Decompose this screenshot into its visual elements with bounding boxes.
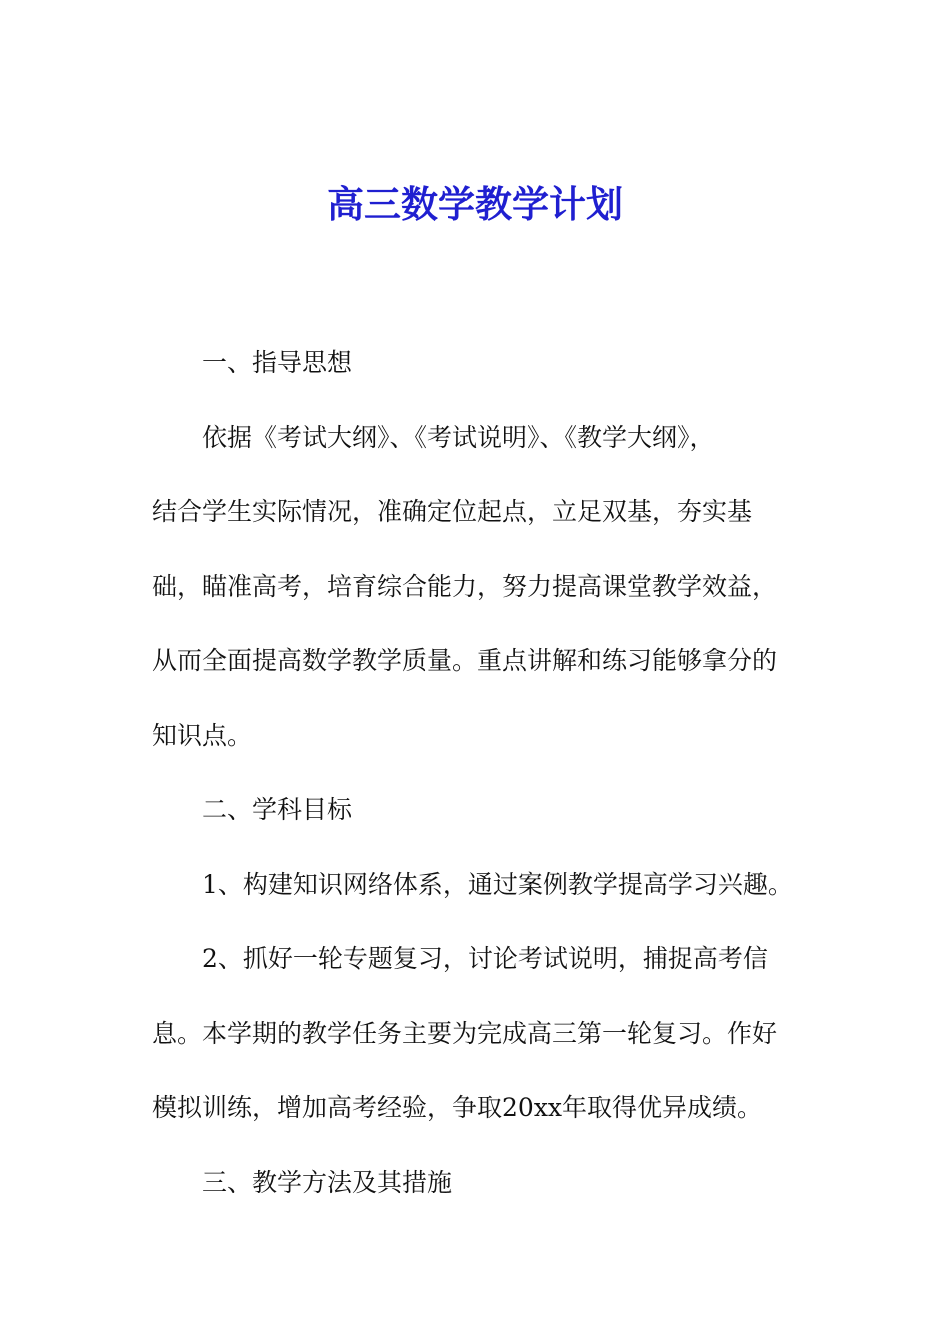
document-title: 高三数学教学计划 [327, 182, 623, 226]
body-line: 结合学生实际情况，准确定位起点，立足双基，夯实基 [152, 497, 753, 526]
document-body [152, 326, 802, 1220]
body-line: 础，瞄准高考，培育综合能力，努力提高课堂教学效益， [152, 571, 778, 601]
body-line: 依据《考试大纲》、《考试说明》、《教学大纲》， [202, 422, 715, 452]
section-heading-subject-goals: 二、学科目标 [202, 795, 353, 824]
section-heading-teaching-methods: 三、教学方法及其措施 [202, 1167, 453, 1197]
body-line: 知识点。 [152, 720, 253, 750]
body-line: 息。本学期的教学任务主要为完成高三第一轮复习。作好 [152, 1018, 778, 1048]
section-heading-guiding-ideology: 一、指导思想 [202, 348, 353, 377]
body-line: 从而全面提高数学教学质量。重点讲解和练习能够拿分的 [152, 646, 778, 675]
body-line: 1、构建知识网络体系，通过案例教学提高学习兴趣。 [202, 869, 793, 899]
body-line: 2、抓好一轮专题复习，讨论考试说明，捕捉高考信 [202, 944, 768, 973]
body-line: 模拟训练，增加高考经验，争取20xx年取得优异成绩。 [152, 1093, 763, 1122]
